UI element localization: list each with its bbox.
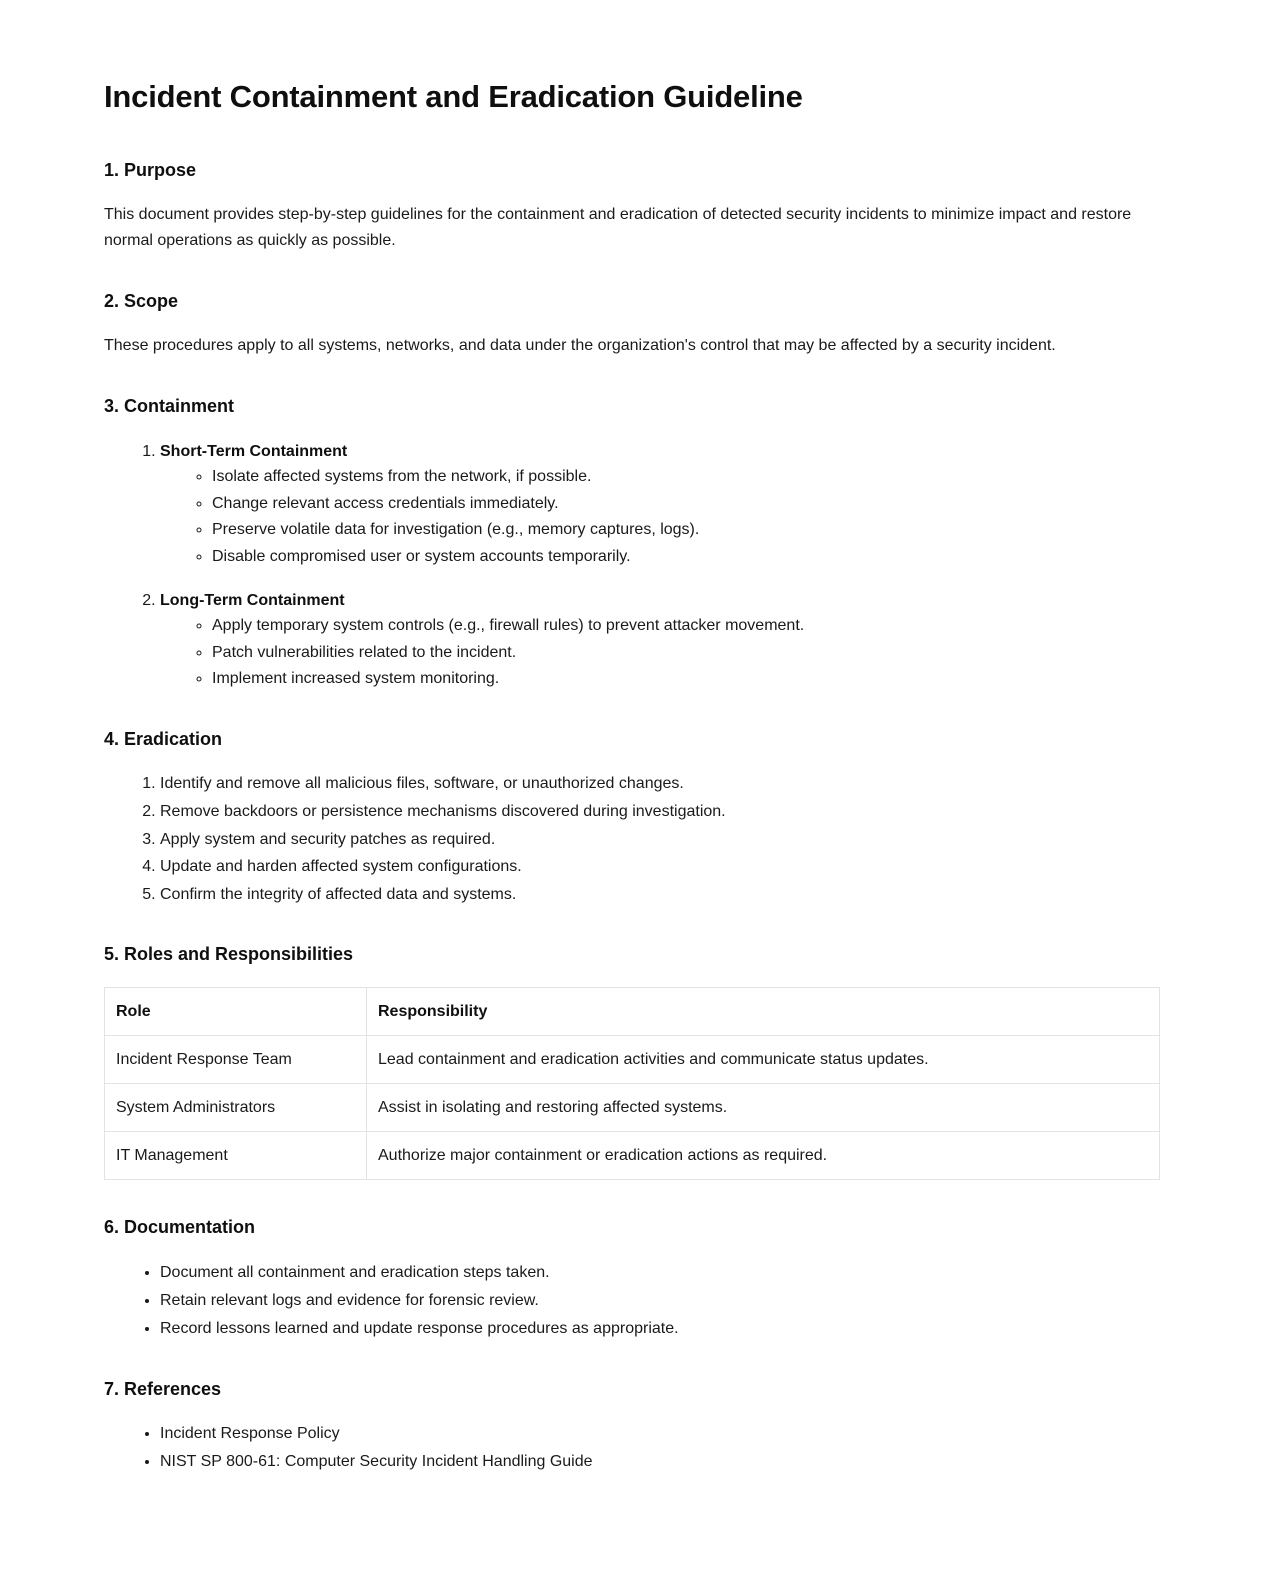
table-header-row — [105, 987, 1160, 1035]
table-cell-responsibility: Lead containment and eradication activities and communicate status updates. — [367, 1035, 1160, 1083]
section-roles — [104, 943, 1159, 1180]
table-cell-role: IT Management — [105, 1132, 367, 1180]
containment-group-label: Short-Term Containment — [160, 442, 348, 460]
list-item: ◦ Apply temporary system controls (e.g., firewall rules) to prevent attacker movement. — [212, 613, 1159, 639]
section-documentation — [104, 1216, 1159, 1341]
page-title: Incident Containment and Eradication Guideline — [104, 79, 803, 114]
section-heading-documentation: 6. Documentation — [104, 1217, 256, 1238]
list-item: 1. Identify and remove all malicious files, software, or unauthorized changes. — [160, 771, 1159, 797]
roles-table — [104, 987, 1160, 1181]
section-heading-references: 7. References — [104, 1378, 222, 1399]
list-item: • Document all containment and eradication steps taken. — [160, 1260, 1159, 1286]
section-scope — [104, 290, 1159, 359]
table-cell-role: Incident Response Team — [105, 1035, 367, 1083]
list-item: 3. Apply system and security patches as required. — [160, 827, 1159, 853]
section-eradication — [104, 728, 1159, 907]
table-cell-role: System Administrators — [105, 1084, 367, 1132]
list-item: • Record lessons learned and update response procedures as appropriate. — [160, 1316, 1159, 1342]
list-item: • Incident Response Policy — [160, 1421, 1159, 1447]
scope-paragraph: These procedures apply to all systems, networks, and data under the organization's control that may be affected by a security incident. — [104, 337, 1056, 355]
containment-group — [160, 439, 1159, 570]
list-item: ◦ Disable compromised user or system accounts temporarily. — [212, 544, 1159, 570]
documentation-list — [104, 1260, 1159, 1342]
list-item: 5. Confirm the integrity of affected data and systems. — [160, 882, 1159, 908]
table-body — [105, 1035, 1160, 1180]
containment-group-label: Long-Term Containment — [160, 591, 345, 609]
references-list — [104, 1421, 1159, 1475]
section-heading-containment: 3. Containment — [104, 396, 235, 417]
section-heading-roles: 5. Roles and Responsibilities — [104, 944, 354, 965]
list-item: • NIST SP 800-61: Computer Security Incident Handling Guide — [160, 1449, 1159, 1475]
list-item: ◦ Preserve volatile data for investigation (e.g., memory captures, logs). — [212, 517, 1159, 543]
section-heading-scope: 2. Scope — [104, 290, 179, 311]
list-item: ◦ Patch vulnerabilities related to the incident. — [212, 640, 1159, 666]
table-cell-responsibility: Assist in isolating and restoring affected systems. — [367, 1084, 1160, 1132]
table-cell-responsibility: Authorize major containment or eradication actions as required. — [367, 1132, 1160, 1180]
containment-sub-list — [160, 464, 1159, 569]
table-header — [105, 987, 1160, 1035]
section-purpose — [104, 159, 1159, 254]
list-item: ◦ Implement increased system monitoring. — [212, 666, 1159, 692]
column-header-responsibility: Responsibility — [367, 987, 1160, 1035]
containment-group — [160, 588, 1159, 692]
list-item: ◦ Change relevant access credentials immediately. — [212, 491, 1159, 517]
section-containment — [104, 395, 1159, 692]
list-item: • Retain relevant logs and evidence for forensic review. — [160, 1288, 1159, 1314]
list-item: 4. Update and harden affected system configurations. — [160, 854, 1159, 880]
containment-sub-list — [160, 613, 1159, 692]
table-row — [105, 1132, 1160, 1180]
list-item: 2. Remove backdoors or persistence mechanisms discovered during investigation. — [160, 799, 1159, 825]
table-row — [105, 1084, 1160, 1132]
section-heading-eradication: 4. Eradication — [104, 728, 223, 749]
section-heading-purpose: 1. Purpose — [104, 159, 197, 180]
section-references — [104, 1378, 1159, 1475]
table-row — [105, 1035, 1160, 1083]
containment-list — [104, 439, 1159, 692]
column-header-role: Role — [105, 987, 367, 1035]
list-item: ◦ Isolate affected systems from the network, if possible. — [212, 464, 1159, 490]
eradication-list — [104, 771, 1159, 907]
purpose-paragraph: This document provides step-by-step guidelines for the containment and eradication of detected security incidents to minimize impact and restore normal operations as quickly as possible. — [104, 206, 1132, 250]
